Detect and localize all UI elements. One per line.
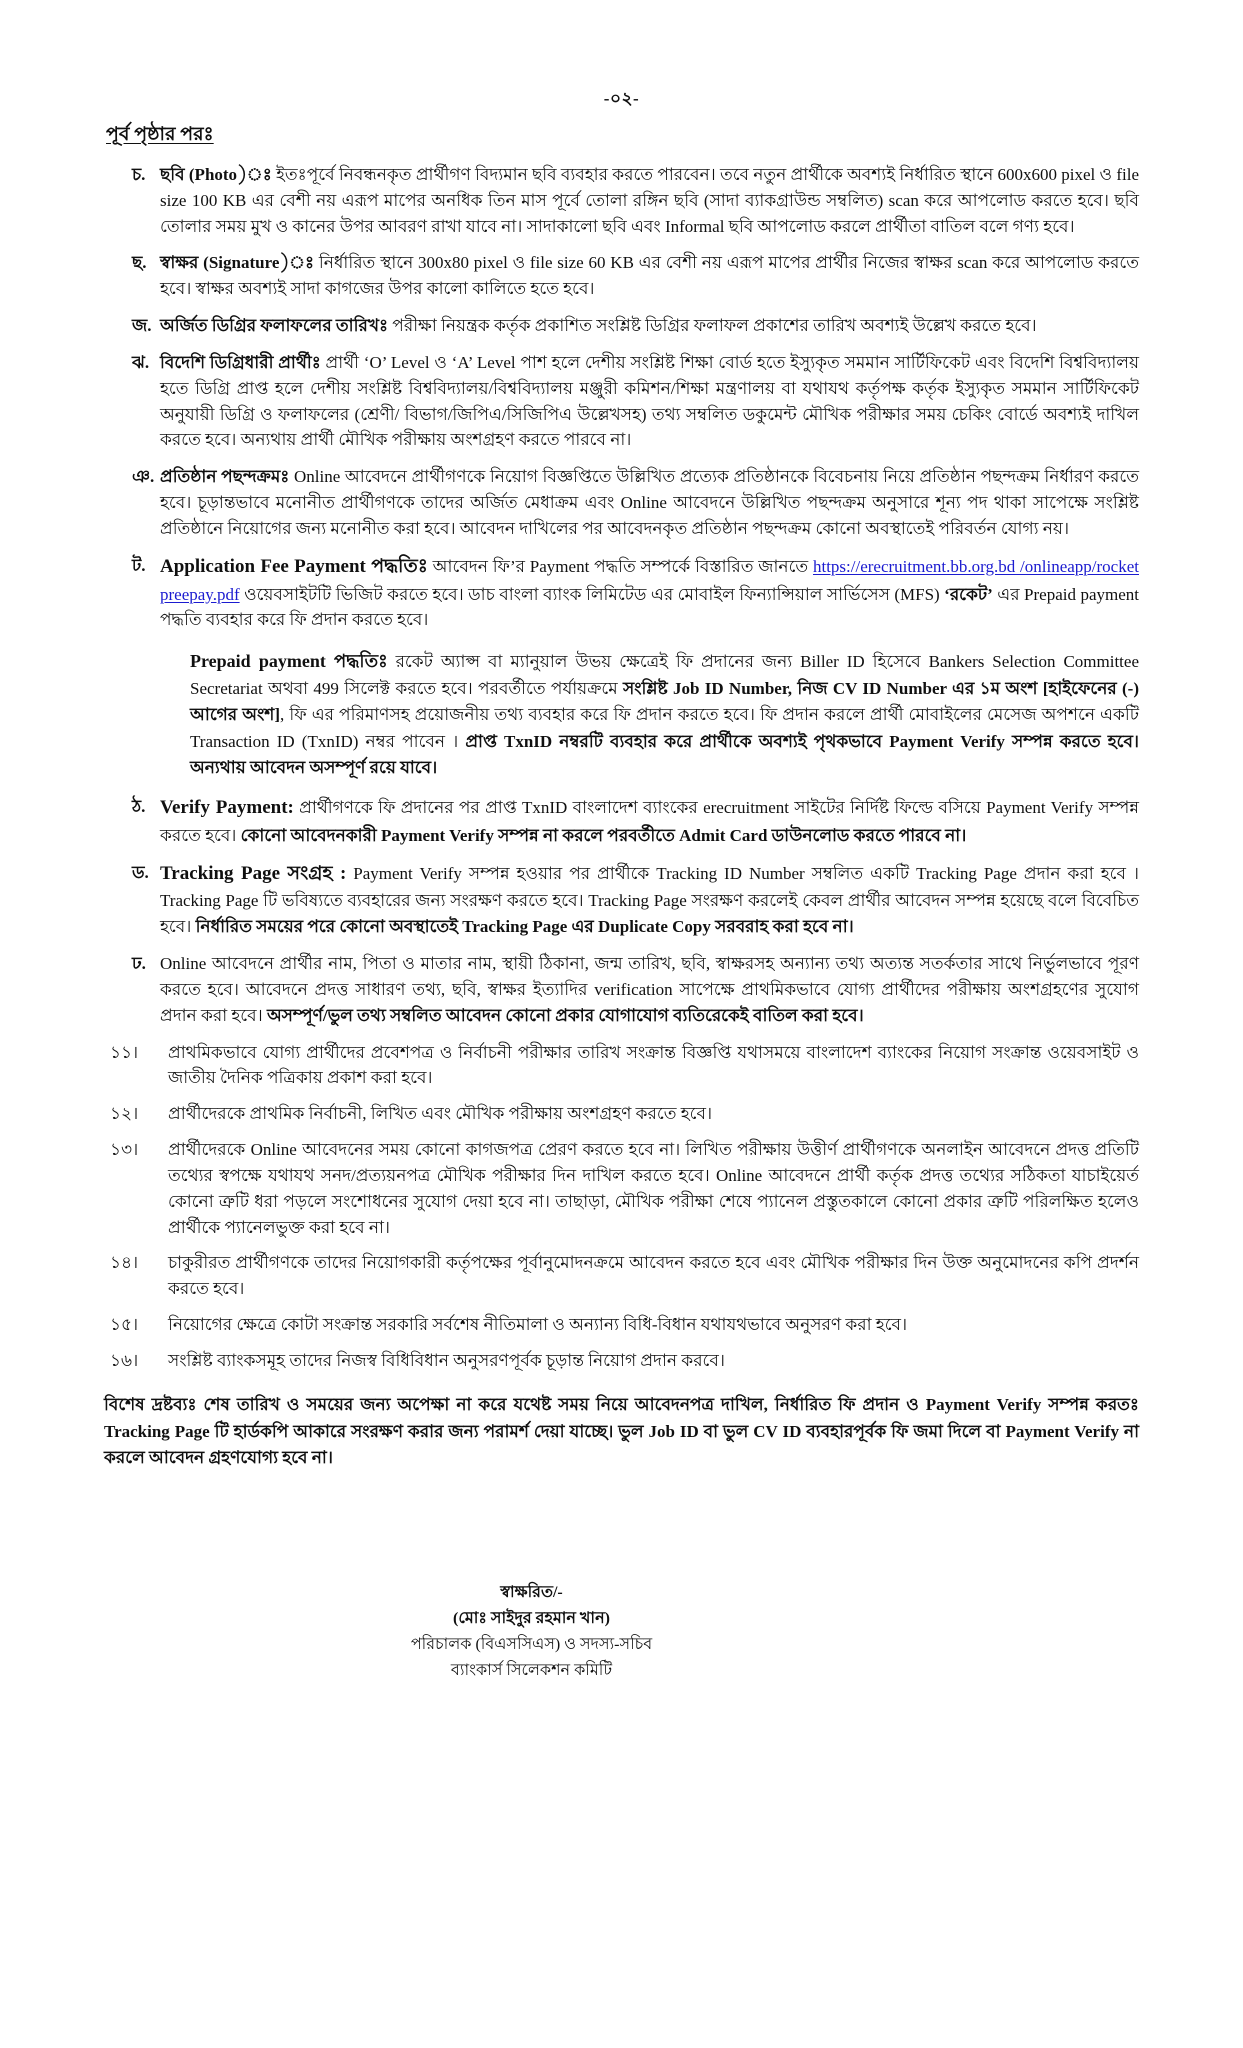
item-marker: ১৪।	[110, 1253, 139, 1273]
prepaid-payment-part1: রকেট অ্যাপ্স বা ম্যানুয়াল উভয় ক্ষেত্রেই ফি প্রদানের জন্য Biller ID হিসেবে Bankers Selection Committee Secretariat অথবা 499 সিলেক্ট করতে হবে। পরবর্তীতে পর্যায়ক্রমে	[190, 652, 1139, 698]
section-body	[160, 794, 1139, 849]
numbered-items-list	[104, 1040, 1139, 1374]
numbered-item-16	[104, 1348, 1139, 1374]
section-heading: প্রতিষ্ঠান পছন্দক্রমঃ	[160, 467, 290, 487]
section-marker: ঞ.	[132, 467, 155, 487]
item-text: প্রার্থীদেরকে Online আবেদনের সময় কোনো কাগজপত্র প্রেরণ করতে হবে না। লিখিত পরীক্ষায় উত্তীর্ণ প্রার্থীগণকে অনলাইন আবেদনে প্রদত্ত প্রতিটি তথ্যের স্বপক্ষে যথাযথ সনদ/প্রত্যয়নপত্র মৌখিক পরীক্ষার দিন দাখিল করতে হবে। Online আবেদনে প্রার্থী কর্তৃক প্রদত্ত তথ্যের সঠিকতা যাচাইয়ের্ত কোনো ত্রুটি ধরা পড়লে সংশোধনের সুযোগ দেয়া হবে না। তাছাড়া, মৌখিক পরীক্ষা শেষে প্যানেল প্রস্তুতকালে কোনো প্রকার ত্রুটি পরিলক্ষিত হলেও প্রার্থীকে প্যানেলভুক্ত করা হবে না।	[168, 1140, 1139, 1237]
section-text-tail: এর Prepaid payment পদ্ধতি ব্যবহার করে ফি প্রদান করতে হবে।	[160, 584, 1139, 630]
prepaid-payment-bold-job-cv-id: সংশ্লিষ্ট Job ID Number, নিজ CV ID Number এর ১ম অংশ [হাইফেনের (-) আগের অংশ]	[190, 678, 1139, 725]
section-bold-tail: কোনো আবেদনকারী Payment Verify সম্পন্ন না করলে পরবর্তীতে Admit Card ডাউনলোড করতে পারবে না।	[240, 825, 967, 845]
item-text: প্রাথমিকভাবে যোগ্য প্রার্থীদের প্রবেশপত্র ও নির্বাচনী পরীক্ষার তারিখ সংক্রান্ত বিজ্ঞপ্তি যথাসময়ে বাংলাদেশ ব্যাংকের নিয়োগ সংক্রান্ত ওয়েবসাইট ও জাতীয় দৈনিক পত্রিকায় প্রকাশ করা হবে।	[168, 1042, 1139, 1088]
section-heading: Application Fee Payment পদ্ধতিঃ	[160, 555, 428, 577]
section-text: Online আবেদনে প্রার্থীগণকে নিয়োগ বিজ্ঞপ্তিতে উল্লিখিত প্রত্যেক প্রতিষ্ঠানকে বিবেচনায় নিয়ে প্রতিষ্ঠান পছন্দক্রম নির্ধারণ করতে হবে। চূড়ান্তভাবে মনোনীত প্রার্থীগণকে তাদের অর্জিত মেধাক্রম এবং Online আবেদনে উল্লিখিত পছন্দক্রম অনুসারে শূন্য পদ থাকা সাপেক্ষে সংশ্লিষ্ট প্রতিষ্ঠানে নিয়োগের জন্য মনোনীত করা হবে। আবেদন দাখিলের পর আবেদনকৃত প্রতিষ্ঠান পছন্দক্রম কোনো অবস্থাতেই পরিবর্তন যোগ্য নয়।	[160, 467, 1139, 538]
section-text-before-link: আবেদন ফি’র Payment পদ্ধতি সম্পর্কে বিস্তারিত জানতে	[427, 556, 813, 576]
item-text: প্রার্থীদেরকে প্রাথমিক নির্বাচনী, লিখিত এবং মৌখিক পরীক্ষায় অংশগ্রহণ করতে হবে।	[168, 1104, 713, 1124]
section-heading: Tracking Page সংগ্রহ :	[160, 862, 347, 884]
prepaid-payment-heading: Prepaid payment পদ্ধতিঃ	[190, 651, 388, 672]
section-bold-tail: অসম্পূর্ণ/ভুল তথ্য সম্বলিত আবেদন কোনো প্রকার যোগাযোগ ব্যতিরেকেই বাতিল করা হবে।	[266, 1005, 864, 1025]
section-marker: জ.	[132, 316, 152, 336]
section-body	[160, 553, 1139, 634]
section-text: প্রার্থীগণকে ফি প্রদানের পর প্রাপ্ত TxnID বাংলাদেশ ব্যাংকের erecruitment সাইটের নির্দিষ্ট ফিল্ডে বসিয়ে Payment Verify সম্পন্ন করতে হবে।	[160, 797, 1140, 845]
item-text: সংশ্লিষ্ট ব্যাংকসমূহ তাদের নিজস্ব বিধিবিধান অনুসরণপূর্বক চূড়ান্ত নিয়োগ প্রদান করবে।	[168, 1350, 725, 1370]
numbered-item-15	[104, 1312, 1139, 1338]
lettered-sections-list	[104, 162, 1139, 633]
special-note-text: শেষ তারিখ ও সময়ের জন্য অপেক্ষা না করে যথেষ্ট সময় নিয়ে আবেদনপত্র দাখিল, নির্ধারিত ফি প্রদান ও Payment Verify সম্পন্ন করতঃ Tracking Page টি হার্ডকপি আকারে সংরক্ষণ করার জন্য পরামর্শ দেয়া যাচ্ছে। ভুল Job ID বা ভুল CV ID ব্যবহারপূর্বক ফি জমা দিলে বা Payment Verify না করলে আবেদন গ্রহণযোগ্য হবে না।	[104, 1394, 1139, 1468]
section-online-application-accuracy	[104, 951, 1139, 1028]
erecruitment-payment-pdf-link[interactable]: https://erecruitment.bb.org.bd /onlineapp/rocketpreepay.pdf	[160, 556, 1139, 604]
signatory-title-line2: ব্যাংকার্স সিলেকশন কমিটি	[450, 1662, 613, 1679]
section-heading: অর্জিত ডিগ্রির ফলাফলের তারিখঃ	[160, 316, 389, 336]
numbered-item-13	[104, 1137, 1139, 1240]
section-signature	[104, 250, 1139, 302]
section-body	[160, 860, 1139, 941]
numbered-item-12	[104, 1101, 1139, 1127]
section-photo	[104, 162, 1139, 239]
section-marker: চ.	[132, 165, 146, 184]
section-body	[160, 350, 1139, 453]
section-marker: ঠ.	[132, 796, 146, 816]
section-verify-payment	[104, 794, 1139, 849]
section-text: Payment Verify সম্পন্ন হওয়ার পর প্রার্থীকে Tracking ID Number সম্বলিত একটি Tracking Page প্রদান করা হবে । Tracking Page টি ভবিষ্যতে ব্যবহারের জন্য সংরক্ষণ করতে হবে। Tracking Page সংরক্ষণ করলেই কেবল প্রার্থীর আবেদন সম্পন্ন হয়েছে বলে বিবেচিত হবে।	[160, 863, 1139, 937]
continued-from-previous-page-label: পূর্ব পৃষ্ঠার পরঃ	[106, 124, 214, 145]
signature-block	[104, 1580, 1139, 1684]
section-heading: ছবি (Photo)ঃ	[160, 165, 272, 184]
prepaid-payment-part2: , ফি এর পরিমাণসহ প্রয়োজনীয় তথ্য ব্যবহার করে ফি প্রদান করতে হবে। ফি প্রদান করলে প্রার্থী মোবাইলের মেসেজ অপশনে একটি Transaction ID (TxnID) নম্বর পাবেন ।	[190, 705, 1139, 751]
section-text: ইতঃপূর্বে নিবন্ধনকৃত প্রার্থীগণ বিদ্যমান ছবি ব্যবহার করতে পারবেন। তবে নতুন প্রার্থীকে অবশ্যই নির্ধারিত স্থানে 600x600 pixel ও file size 100 KB এর বেশী নয় এরূপ মাপের অনধিক তিন মাস পূর্বে তোলা রঙ্গিন ছবি (সাদা ব্যাকগ্রাউন্ড সম্বলিত) scan করে আপলোড করতে হবে। ছবি তোলার সময় মুখ ও কানের উপর আবরণ রাখা যাবে না। সাদাকালো ছবি এবং Informal ছবি আপলোড করলে প্রার্থীতা বাতিল বলে গণ্য হবে।	[160, 165, 1139, 236]
signatory-title-line1: পরিচালক (বিএসসিএস) ও সদস্য-সচিব	[410, 1636, 653, 1654]
section-heading: বিদেশি ডিগ্রিধারী প্রার্থীঃ	[160, 352, 321, 372]
mfs-brand-name: ‘রকেট’	[944, 584, 993, 604]
section-application-fee-payment	[104, 553, 1139, 634]
item-marker: ১১।	[110, 1042, 139, 1062]
section-institution-preference	[104, 464, 1139, 541]
section-text: নির্ধারিত স্থানে 300x80 pixel ও file size 60 KB এর বেশী নয় এরূপ মাপের প্রার্থীর নিজের স্বাক্ষর scan করে আপলোড করতে হবে। স্বাক্ষর অবশ্যই সাদা কাগজের উপর কালো কালিতে হতে হবে।	[160, 253, 1139, 299]
section-degree-result-date	[104, 313, 1139, 339]
special-note-label: বিশেষ দ্রষ্টব্যঃ	[104, 1394, 197, 1414]
section-text: প্রার্থী ‘O’ Level ও ‘A’ Level পাশ হলে দেশীয় সংশ্লিষ্ট শিক্ষা বোর্ড হতে ইস্যুকৃত সমমান সার্টিফিকেট এবং বিদেশি বিশ্ববিদ্যালয় হতে ডিগ্রি প্রাপ্ত হলে দেশীয় সংশ্লিষ্ট বিশ্ববিদ্যালয়/বিশ্ববিদ্যালয় মঞ্জুরী কমিশন/শিক্ষা মন্ত্রণালয় বা যথাযথ কর্তৃপক্ষ কর্তৃক ইস্যুকৃত সমমান সার্টিফিকেট অনুযায়ী ডিগ্রি ও ফলাফলের (শ্রেণী/ বিভাগ/জিপিএ/সিজিপিএ উল্লেখসহ) তথ্য সম্বলিত ডকুমেন্ট মৌখিক পরীক্ষার সময় চেকিং বোর্ডে অবশ্যই দাখিল করতে হবে। অন্যথায় প্রার্থী মৌখিক পরীক্ষায় অংশগ্রহণ করতে পারবে না।	[160, 352, 1139, 450]
section-body	[160, 464, 1139, 541]
section-body	[160, 313, 1139, 339]
item-marker: ১৩।	[110, 1140, 139, 1160]
section-foreign-degree	[104, 350, 1139, 453]
lettered-sections-list-2	[104, 794, 1139, 1029]
section-heading: Verify Payment:	[160, 796, 294, 818]
item-text: নিয়োগের ক্ষেত্রে কোটা সংক্রান্ত সরকারি সর্বশেষ নীতিমালা ও অন্যান্য বিধি-বিধান যথাযথভাবে অনুসরণ করা হবে।	[168, 1315, 908, 1335]
item-text: চাকুরীরত প্রার্থীগণকে তাদের নিয়োগকারী কর্তৃপক্ষের পূর্বানুমোদনক্রমে আবেদন করতে হবে এবং মৌখিক পরীক্ষার দিন উক্ত অনুমোদনের কপি প্রদর্শন করতে হবে।	[168, 1253, 1139, 1299]
item-marker: ১৫।	[110, 1315, 139, 1335]
section-marker: ট.	[132, 555, 146, 575]
numbered-item-11	[104, 1040, 1139, 1092]
section-marker: ঢ.	[132, 954, 146, 974]
prepaid-payment-block	[190, 647, 1139, 782]
signatory-name: (মোঃ সাইদুর রহমান খান)	[453, 1610, 610, 1628]
section-marker: ছ.	[132, 253, 147, 273]
section-body	[160, 162, 1139, 239]
section-text: Online আবেদনে প্রার্থীর নাম, পিতা ও মাতার নাম, স্থায়ী ঠিকানা, জন্ম তারিখ, ছবি, স্বাক্ষরসহ অন্যান্য তথ্য অত্যন্ত সতর্কতার সাথে নির্ভুলভাবে পূরণ করতে হবে। আবেদনে প্রদত্ত সাধারণ তথ্য, ছবি, স্বাক্ষর ইত্যাদির verification সাপেক্ষে প্রাথমিকভাবে যোগ্য প্রার্থীদের পরীক্ষায় অংশগ্রহণের সুযোগ প্রদান করা হবে।	[160, 954, 1139, 1025]
special-note	[104, 1392, 1139, 1473]
section-body	[160, 951, 1139, 1028]
section-marker: ঝ.	[132, 352, 150, 372]
section-marker: ড.	[132, 862, 149, 882]
signed-label: স্বাক্ষরিত/-	[500, 1584, 563, 1602]
section-text-after-link: ওয়েবসাইটটি ভিজিট করতে হবে। ডাচ বাংলা ব্যাংক লিমিটেড এর মোবাইল ফিন্যান্সিয়াল সার্ভিসেস (MFS)	[239, 584, 945, 604]
prepaid-payment-bold-txnid-verify: প্রাপ্ত TxnID নম্বরটি ব্যবহার করে প্রার্থীকে অবশ্যই পৃথকভাবে Payment Verify সম্পন্ন করতে হবে। অন্যথায় আবেদন অসম্পূর্ণ রয়ে যাবে।	[190, 731, 1139, 778]
section-heading: স্বাক্ষর (Signature)ঃ	[160, 253, 315, 273]
section-bold-tail: নির্ধারিত সময়ের পরে কোনো অবস্থাতেই Tracking Page এর Duplicate Copy সরবরাহ করা হবে না।	[195, 917, 854, 937]
section-body	[160, 250, 1139, 302]
page-number: -০২-	[603, 89, 640, 108]
section-text: পরীক্ষা নিয়ন্ত্রক কর্তৃক প্রকাশিত সংশ্লিষ্ট ডিগ্রির ফলাফল প্রকাশের তারিখ অবশ্যই উল্লেখ করতে হবে।	[388, 316, 1037, 336]
numbered-item-14	[104, 1250, 1139, 1302]
section-tracking-page	[104, 860, 1139, 941]
item-marker: ১৬।	[110, 1350, 139, 1370]
item-marker: ১২।	[110, 1104, 139, 1124]
